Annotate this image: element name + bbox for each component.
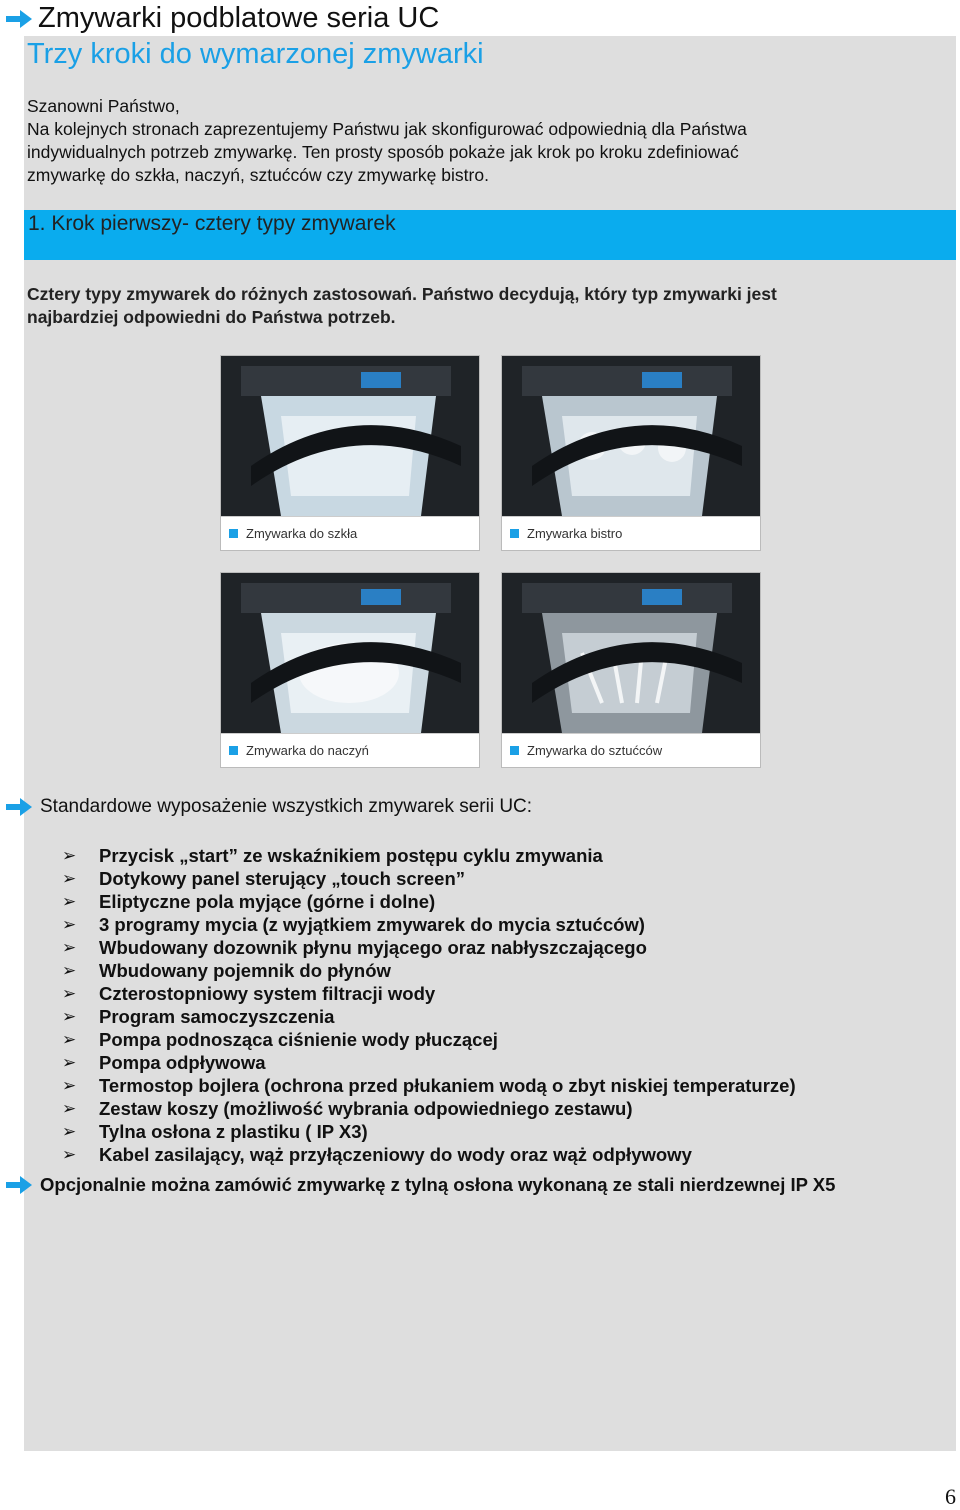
arrow-right-icon	[4, 1174, 34, 1196]
product-photo-dishes	[220, 572, 480, 768]
page-title-row	[4, 2, 439, 35]
arrow-bullet-icon: ➢	[62, 1030, 77, 1049]
page-subtitle: Trzy kroki do wymarzonej zmywarki	[27, 38, 484, 70]
list-item	[62, 844, 942, 867]
list-item	[62, 959, 942, 982]
arrow-bullet-icon: ➢	[62, 984, 77, 1003]
dishwasher-glass-illustration	[221, 356, 479, 516]
arrow-right-icon	[4, 8, 34, 30]
arrow-bullet-icon: ➢	[62, 961, 77, 980]
list-item	[62, 982, 942, 1005]
square-bullet-icon	[510, 529, 519, 538]
intro-line: Na kolejnych stronach zaprezentujemy Państwu jak skonfigurować odpowiednią dla Państwa	[27, 119, 747, 139]
product-caption	[502, 733, 760, 767]
list-item	[62, 1051, 942, 1074]
intro-line: zmywarkę do szkła, naczyń, sztućców czy zmywarkę bistro.	[27, 165, 489, 185]
list-item	[62, 890, 942, 913]
arrow-bullet-icon: ➢	[62, 938, 77, 957]
intro-line: indywidualnych potrzeb zmywarkę. Ten prosty sposób pokaże jak krok po kroku zdefiniować	[27, 142, 739, 162]
product-photo-bistro	[501, 355, 761, 551]
list-item-text: Zestaw koszy (możliwość wybrania odpowiedniego zestawu)	[99, 1098, 633, 1119]
list-item-text: Pompa podnosząca ciśnienie wody płuczącej	[99, 1029, 498, 1050]
list-item-text: Termostop bojlera (ochrona przed płukaniem wodą o zbyt niskiej temperaturze)	[99, 1075, 796, 1096]
arrow-bullet-icon: ➢	[62, 1122, 77, 1141]
product-photo-glass	[220, 355, 480, 551]
product-photo-cutlery	[501, 572, 761, 768]
features-list	[62, 844, 942, 1166]
caption-text: Zmywarka do naczyń	[246, 743, 369, 758]
arrow-bullet-icon: ➢	[62, 915, 77, 934]
arrow-bullet-icon: ➢	[62, 1099, 77, 1118]
list-item-text: Tylna osłona z plastiku ( IP X3)	[99, 1121, 368, 1142]
description-line: Cztery typy zmywarek do różnych zastosowań. Państwo decydują, który typ zmywarki jest	[27, 284, 777, 304]
page-title: Zmywarki podblatowe seria UC	[38, 2, 440, 34]
arrow-bullet-icon: ➢	[62, 846, 77, 865]
list-item	[62, 936, 942, 959]
caption-text: Zmywarka do sztućców	[527, 743, 663, 758]
description-line: najbardziej odpowiedni do Państwa potrzeb.	[27, 307, 396, 327]
page-number: 6	[945, 1484, 956, 1509]
heading-text: Standardowe wyposażenie wszystkich zmywarek serii UC:	[40, 796, 533, 817]
list-item	[62, 913, 942, 936]
optional-text: Opcjonalnie można zamówić zmywarkę z tylną osłona wykonaną ze stali nierdzewnej IP X5	[40, 1174, 836, 1195]
list-item-text: Eliptyczne pola myjące (górne i dolne)	[99, 891, 436, 912]
list-item-text: Wbudowany dozownik płynu myjącego oraz nabłyszczającego	[99, 937, 647, 958]
product-caption	[221, 516, 479, 550]
step-label: 1. Krok pierwszy- cztery typy zmywarek	[28, 212, 396, 235]
intro-line: Szanowni Państwo,	[27, 96, 180, 116]
list-item-text: Kabel zasilający, wąż przyłączeniowy do wody oraz wąż odpływowy	[99, 1144, 692, 1165]
dishwasher-bistro-illustration	[502, 356, 760, 516]
optional-note	[4, 1174, 835, 1196]
list-item	[62, 867, 942, 890]
arrow-bullet-icon: ➢	[62, 892, 77, 911]
square-bullet-icon	[229, 529, 238, 538]
list-item	[62, 1074, 942, 1097]
product-caption	[502, 516, 760, 550]
list-item-text: Program samoczyszczenia	[99, 1006, 335, 1027]
caption-text: Zmywarka do szkła	[246, 526, 358, 541]
arrow-bullet-icon: ➢	[62, 1145, 77, 1164]
intro-text	[27, 95, 927, 187]
arrow-bullet-icon: ➢	[62, 869, 77, 888]
step-description	[27, 283, 927, 329]
arrow-bullet-icon: ➢	[62, 1076, 77, 1095]
caption-text: Zmywarka bistro	[527, 526, 623, 541]
dishwasher-cutlery-illustration	[502, 573, 760, 733]
list-item-text: Czterostopniowy system filtracji wody	[99, 983, 436, 1004]
standard-equipment-heading	[4, 796, 532, 818]
dishwasher-dishes-illustration	[221, 573, 479, 733]
list-item-text: Pompa odpływowa	[99, 1052, 266, 1073]
list-item	[62, 1120, 942, 1143]
list-item-text: Dotykowy panel sterujący „touch screen”	[99, 868, 466, 889]
list-item	[62, 1097, 942, 1120]
list-item-text: Przycisk „start” ze wskaźnikiem postępu cyklu zmywania	[99, 845, 603, 866]
product-caption	[221, 733, 479, 767]
list-item-text: 3 programy mycia (z wyjątkiem zmywarek do mycia sztućców)	[99, 914, 645, 935]
arrow-right-icon	[4, 796, 34, 818]
list-item	[62, 1143, 942, 1166]
square-bullet-icon	[510, 746, 519, 755]
arrow-bullet-icon: ➢	[62, 1053, 77, 1072]
arrow-bullet-icon: ➢	[62, 1007, 77, 1026]
square-bullet-icon	[229, 746, 238, 755]
list-item	[62, 1005, 942, 1028]
list-item	[62, 1028, 942, 1051]
list-item-text: Wbudowany pojemnik do płynów	[99, 960, 391, 981]
